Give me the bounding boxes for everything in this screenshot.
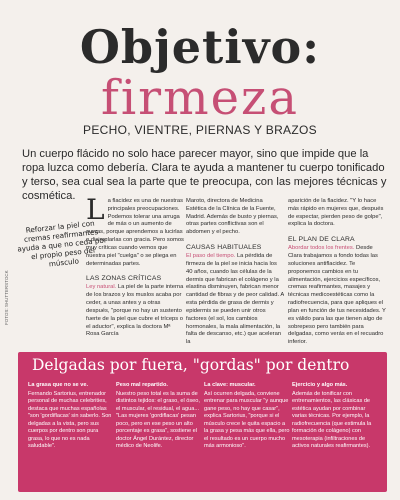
subheadline: PECHO, VIENTRE, PIERNAS Y BRAZOS (83, 123, 317, 137)
box-column-3-text: Así ocurren delgada, conviene entrenar para muscular "y aunque gane peso, no hay que casar", explica Sartorius, "porque si el músculo crece le quita espacio a la grasa y pesa más que ella, pero el resultado es un cuerpo mucho más armonioso". (204, 390, 290, 450)
box-column-4 (292, 382, 378, 488)
box-column-2-heading: Peso mal repartido. (116, 382, 168, 388)
box-column-4-text: Además de tonificar con entrenamientos, las clásicas de estética ayudan por combinar varias técnicas. Por ejemplo, la radiofrecuencia (que estimula la formación de colágeno) con mesoterapia (infiltraciones de activos naturales reafirmantes). (292, 390, 372, 450)
box-title: Delgadas por fuera, "gordas" por dentro (32, 356, 350, 374)
photo-credit: FOTOS: SHUTTERSTOCK (4, 270, 9, 325)
handwritten-tip: Reforzar la piel con cremas reafirmantes ayuda a que no ceda por el propio peso del músculo (16, 218, 108, 269)
lead-in-frentes: Abordar todos los frentes. (288, 245, 355, 252)
box-column-2-text: Nuestro peso total es la suma de distintos tejidos: el graso, el óseo, el muscular, el residual, el agua... "Las mujeres 'gordiflacas' pesan poco, pero en ese peso un alto porcentaje es grasa", sostiene el doctor Ángel Durántez, director médico de Neolife. (116, 390, 200, 450)
column-3-text: Desde Clara trabajamos a fondo todas las soluciones antiflacidez. Te proponemos cambios en tu alimentación, ejercicios específicos, cremas reafirmantes, masajes y técnicas medicoestéticas como la radiofrecuencia, para que apliques el plan en función de tus necesidades. Y es válido para las que tienen algo de sobrepeso pero también para delgadas, como verás en el recuadro inferior. (288, 245, 386, 346)
section-heading-causas: CAUSAS HABITUALES (186, 244, 262, 252)
headline-firmeza: firmeza (101, 70, 299, 126)
section-heading-zonas: LAS ZONAS CRÍTICAS (86, 275, 162, 283)
lead-in-paso-del-tiempo: El paso del tiempo. (186, 253, 236, 260)
column-3-paragraph-2 (288, 245, 386, 347)
box-columns (28, 382, 378, 488)
intro-paragraph: Un cuerpo flácido no solo hace parecer mayor, sino que impide que la ropa luzca como debería. Clara te ayuda a mantener tu cuerpo tonificado y terso, sea cual sea la parte que te preocupa, con las mejores técnicas y cosmética. (22, 148, 387, 202)
column-2-text: La pérdida de firmeza de la piel se inicia hacia los 40 años, cuando las células de la dermis que fabrican el colágeno y la elastina disminuyen, fabrican menor cantidad de fibras y de peor calidad. A esta pérdida de grasa de dermis y epidermis se pueden unir otros factores (el sol, los cambios hormonales, la mala alimentación, la falta de descanso, etc.) que aceleran la (186, 253, 284, 346)
column-1-paragraph-2 (86, 284, 184, 339)
box-column-1-text: Fernando Sartorius, entrenador personal de muchas celebrities, destaca que muchas españolas "son 'gordiflacas' sin saberlo. Son delgadas a la vista, pero sus cuerpos por dentro son pura grasa, lo que no es nada saludable". (28, 390, 112, 450)
box-column-3 (204, 382, 290, 488)
box-column-3-heading: La clave: muscular. (204, 382, 256, 388)
column-3-paragraph-1: aparición de la flacidez. "Y lo hace más rápido en mujeres que, después de espectar, pierden peso de golpe", explica la doctora. (288, 198, 384, 228)
column-1-text: La piel de la parte interna de los brazos y los muslos acaba por ceder, a unas antes y a otras después, "porque no hay un sustento fuerte de la piel que cubre el tríceps o el aductor", explica la doctora Mª Rosa García (86, 284, 184, 338)
lead-in-ley-natural: Ley natural. (86, 284, 117, 291)
box-column-2 (116, 382, 202, 488)
column-2-paragraph-1: Maroto, directora de Medicina Estética de la Clínica de la Fuente, Madrid. Además de busto y piernas, otras partes conflictivas son el abdomen y el pecho. (186, 198, 279, 236)
column-2-paragraph-2 (186, 253, 284, 347)
box-column-1-heading: La grasa que no se ve. (28, 382, 89, 388)
column-1-paragraph-1: a flacidez es una de nuestras principales preocupaciones. Podemos tolerar una arruga de más o un aumento de curvas, porque aprendemos a lucirlas o disimularlas con gracia. Pero somos muy críticas cuando vemos que nuestra piel "cuelga" o se pliega en determinadas partes. (86, 198, 184, 267)
box-column-4-heading: Ejercicio y algo más. (292, 382, 348, 388)
headline-objetivo: Objetivo: (79, 20, 321, 74)
pink-sidebar-box (18, 352, 387, 492)
drop-cap: L (86, 198, 105, 226)
box-column-1 (28, 382, 114, 488)
section-heading-plan: EL PLAN DE CLARA (288, 236, 355, 244)
